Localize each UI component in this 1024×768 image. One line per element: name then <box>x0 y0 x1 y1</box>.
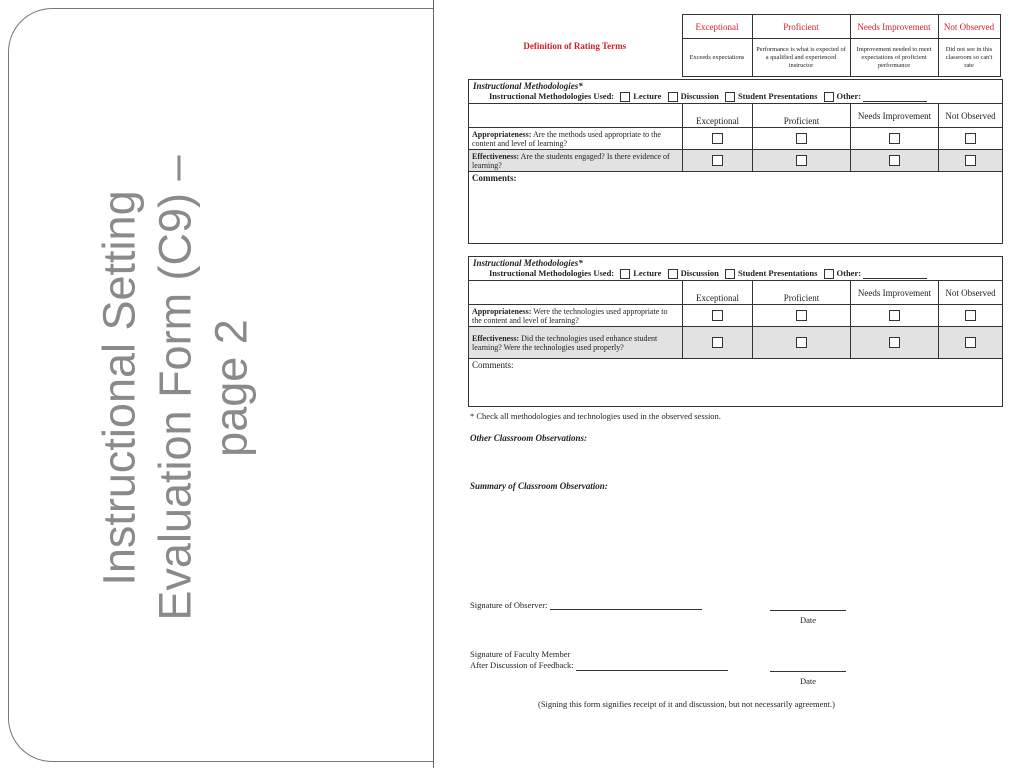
criterion-title: Effectiveness: <box>472 333 520 343</box>
faculty-signature-row <box>470 649 728 671</box>
rating-definition-label: Definition of Rating Terms <box>523 40 627 51</box>
rating-checkbox[interactable] <box>965 310 976 321</box>
option-label: Other: <box>836 268 862 279</box>
option-label: Discussion <box>680 91 719 101</box>
rating-checkbox[interactable] <box>712 155 723 166</box>
faculty-date[interactable] <box>770 671 846 686</box>
rating-term: Not Observed <box>938 15 1000 39</box>
lecture-checkbox[interactable] <box>620 92 630 102</box>
observer-signature-row <box>470 600 702 610</box>
rating-term: Exceptional <box>682 15 752 39</box>
other-observations-heading: Other Classroom Observations: <box>470 433 588 444</box>
option-label: Student Presentations <box>737 268 818 279</box>
student-presentations-checkbox[interactable] <box>725 92 735 102</box>
disclaimer: (Signing this form signifies receipt of it and discussion, but not necessarily agreement.) <box>538 699 835 709</box>
observer-date[interactable] <box>770 610 846 625</box>
lecture-checkbox[interactable] <box>620 269 630 279</box>
rating-checkbox[interactable] <box>796 310 807 321</box>
section-title: Instructional Methodologies* <box>473 258 583 269</box>
methodologies-section-1 <box>468 79 1003 244</box>
criterion-appropriateness <box>469 128 683 150</box>
criterion-title: Appropriateness: <box>472 129 532 139</box>
discussion-checkbox[interactable] <box>668 92 678 102</box>
criterion-text: Are the students engaged? Is there evidence of learning? <box>472 151 670 170</box>
option-label: Other: <box>836 91 862 101</box>
column-header: Proficient <box>753 104 851 128</box>
rating-definition: Improvement needed to meet expectations of proficient performance <box>850 39 938 77</box>
column-header: Needs Improvement <box>851 281 939 305</box>
rating-checkbox[interactable] <box>965 155 976 166</box>
criterion-title: Effectiveness: <box>472 151 520 161</box>
column-header: Not Observed <box>939 281 1003 305</box>
other-input[interactable] <box>863 101 927 102</box>
evaluation-form <box>468 14 1002 491</box>
criterion-text: Did the technologies used enhance student learning? Were the technologies used properly? <box>472 333 658 352</box>
methodologies-section-2 <box>468 256 1003 407</box>
criterion-title: Appropriateness: <box>472 306 532 316</box>
observer-signature-line[interactable] <box>550 600 702 610</box>
rating-terms-table <box>468 14 1001 77</box>
criterion-text: Are the methods used appropriate to the content and level of learning? <box>472 129 661 148</box>
slide-title-line: Evaluation Form (C9) – <box>150 155 202 621</box>
slide-title-line: Instructional Setting <box>94 190 146 586</box>
faculty-signature-line[interactable] <box>576 661 728 671</box>
summary-heading: Summary of Classroom Observation: <box>470 481 608 492</box>
rating-checkbox[interactable] <box>712 133 723 144</box>
other-input[interactable] <box>863 278 927 279</box>
rating-checkbox[interactable] <box>712 337 723 348</box>
check-note: * Check all methodologies and technologies used in the observed session. <box>470 411 721 422</box>
criterion-effectiveness <box>469 150 683 172</box>
rating-definition: Performance is what is expected of a qualified and experienced instructor <box>752 39 850 77</box>
option-label: Discussion <box>680 268 719 279</box>
methodologies-used-label: Instructional Methodologies Used: <box>489 91 615 101</box>
section-title: Instructional Methodologies* <box>473 81 583 91</box>
date-label: Date <box>799 676 817 686</box>
rating-checkbox[interactable] <box>796 337 807 348</box>
rating-checkbox[interactable] <box>889 155 900 166</box>
date-label: Date <box>799 615 817 625</box>
other-checkbox[interactable] <box>824 92 834 102</box>
option-label: Student Presentations <box>737 91 818 101</box>
criterion-effectiveness <box>469 327 683 359</box>
column-header: Proficient <box>753 281 851 305</box>
rating-definition: Did not see in this classroom so can't rate <box>938 39 1000 77</box>
panel-divider <box>433 0 434 768</box>
rating-checkbox[interactable] <box>712 310 723 321</box>
faculty-signature-label: After Discussion of Feedback: <box>470 660 574 670</box>
slide-title <box>52 108 300 668</box>
faculty-signature-label: Signature of Faculty Member <box>470 649 571 659</box>
observer-signature-label: Signature of Observer: <box>470 600 548 610</box>
option-label: Lecture <box>633 91 662 101</box>
rating-checkbox[interactable] <box>796 133 807 144</box>
rating-definition: Exceeds expectations <box>682 39 752 77</box>
criterion-text: Were the technologies used appropriate to the content and level of learning? <box>472 306 668 325</box>
column-header: Not Observed <box>939 104 1003 128</box>
column-header: Exceptional <box>683 104 753 128</box>
rating-checkbox[interactable] <box>965 337 976 348</box>
student-presentations-checkbox[interactable] <box>725 269 735 279</box>
rating-term: Needs Improvement <box>850 15 938 39</box>
criterion-appropriateness <box>469 305 683 327</box>
comments-box[interactable] <box>469 172 1003 244</box>
other-checkbox[interactable] <box>824 269 834 279</box>
discussion-checkbox[interactable] <box>668 269 678 279</box>
rating-checkbox[interactable] <box>889 337 900 348</box>
rating-checkbox[interactable] <box>889 310 900 321</box>
column-header: Needs Improvement <box>851 104 939 128</box>
rating-checkbox[interactable] <box>796 155 807 166</box>
methodologies-used-label: Instructional Methodologies Used: <box>489 268 615 279</box>
rating-term: Proficient <box>752 15 850 39</box>
comments-label: Comments: <box>472 173 517 184</box>
rating-checkbox[interactable] <box>889 133 900 144</box>
rating-checkbox[interactable] <box>965 133 976 144</box>
column-header: Exceptional <box>683 281 753 305</box>
slide-title-line: page 2 <box>206 319 258 457</box>
option-label: Lecture <box>633 268 662 279</box>
comments-label: Comments: <box>472 360 514 371</box>
comments-box[interactable] <box>469 359 1003 407</box>
